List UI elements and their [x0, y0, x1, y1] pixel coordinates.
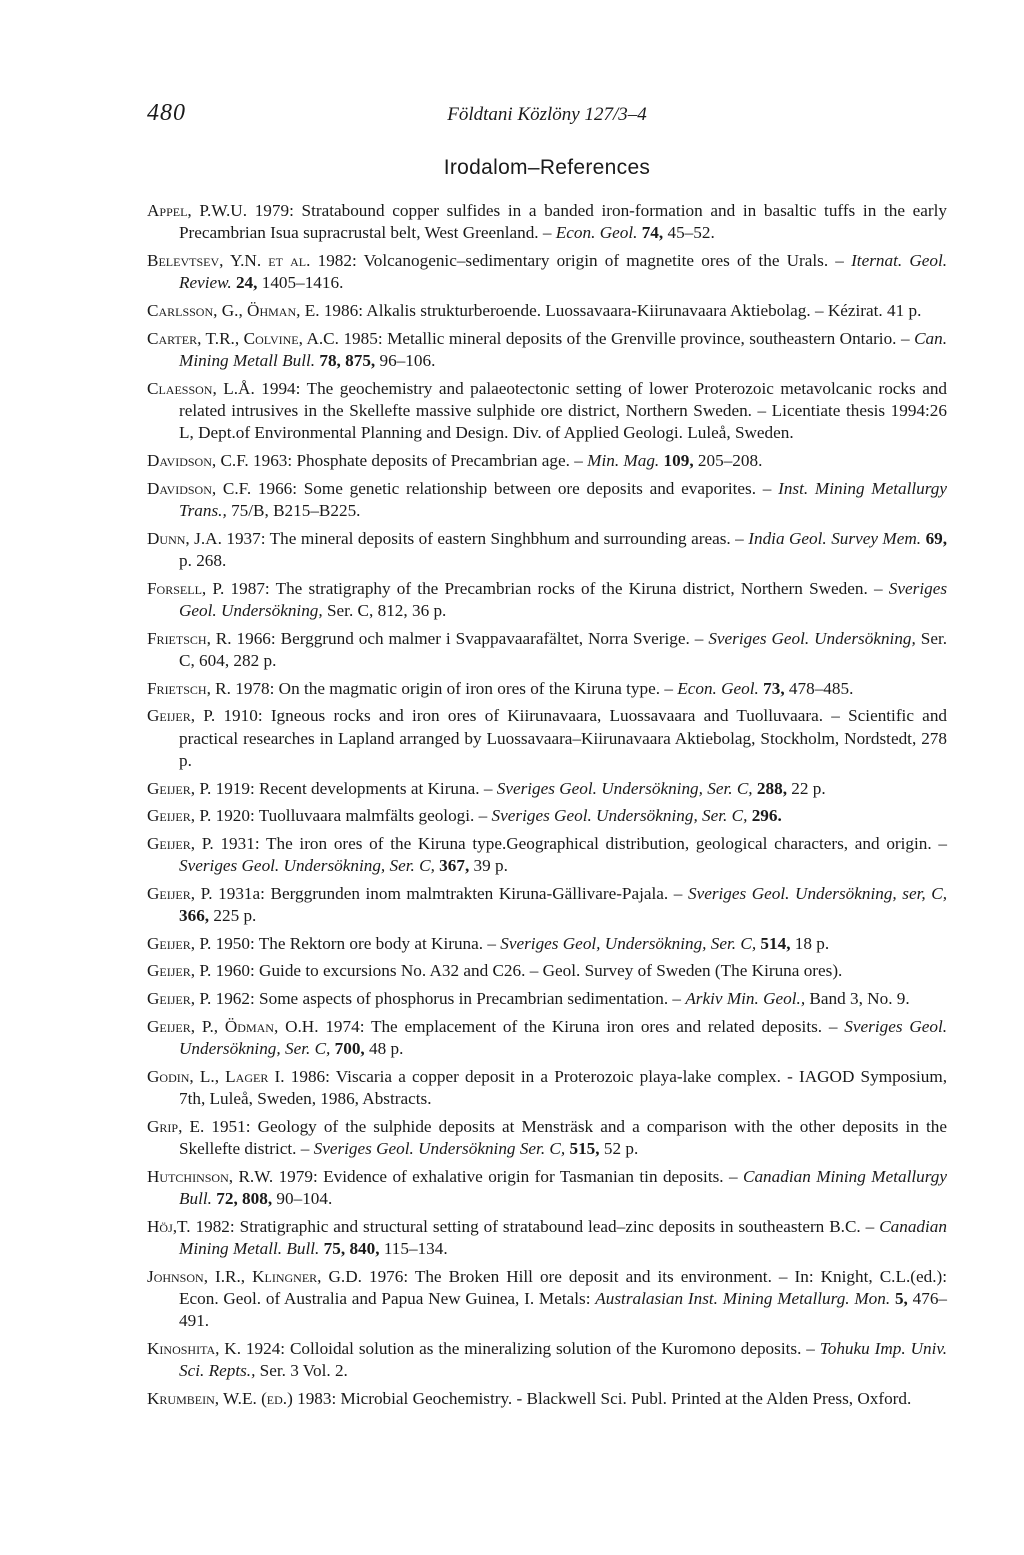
reference-authors: Carlsson, G., Öhman, E.: [147, 301, 320, 320]
reference-authors: Grip, E.: [147, 1116, 205, 1136]
reference-text: : Stratabound copper sulfides in a banded iron-formation and in basaltic tuffs in the early Precambrian Isua supracrustal belt, West Greenland. –: [179, 201, 947, 243]
reference-entry: [147, 988, 947, 1010]
reference-journal: Iternat. Geol. Review.: [179, 251, 948, 293]
reference-entry: [147, 1216, 947, 1261]
reference-journal: Econ. Geol.: [677, 678, 759, 698]
reference-authors: Davidson, C.F.: [147, 451, 249, 470]
reference-authors: Frietsch, R.: [147, 628, 232, 648]
reference-text: : The emplacement of the Kiruna iron ores and related deposits. –: [359, 1016, 838, 1036]
reference-volume: 69,: [925, 528, 948, 548]
reference-journal: India Geol. Survey Mem.: [748, 528, 922, 548]
reference-journal: Canadian Mining Metallurgy Bull.: [179, 1166, 947, 1208]
reference-authors: Geijer, P.: [147, 833, 214, 853]
reference-entry: [147, 478, 947, 523]
reference-text: : Guide to excursions No. A32 and C26. – Geol. Survey of Sweden (The Kiruna ores).: [249, 961, 843, 981]
reference-pages: 96–106.: [379, 351, 436, 370]
reference-year: 1920: [215, 806, 250, 826]
reference-entry: [147, 933, 947, 955]
reference-text: : On the magmatic origin of iron ores of the Kiruna type. –: [269, 678, 673, 698]
reference-year: 1951: [211, 1116, 246, 1136]
page: [147, 100, 947, 1416]
reference-authors: Geijer, P.: [147, 988, 212, 1008]
reference-authors: Geijer, P.: [147, 933, 212, 953]
reference-pages: 45–52.: [667, 223, 715, 243]
reference-pages: 1405–1416.: [261, 273, 344, 293]
reference-pages: Ser. 3 Vol. 2.: [259, 1361, 348, 1381]
reference-volume: 515,: [569, 1138, 600, 1158]
reference-pages: 225 p.: [213, 906, 257, 926]
reference-pages: 90–104.: [276, 1188, 333, 1208]
reference-entry: [147, 1338, 947, 1383]
reference-authors: Forsell, P.: [147, 578, 225, 598]
reference-year: 1994: [261, 378, 296, 398]
reference-journal: Tohuku Imp. Univ. Sci. Repts.,: [179, 1338, 947, 1381]
reference-pages: 52 p.: [603, 1138, 639, 1158]
reference-volume: 73,: [763, 678, 785, 698]
reference-authors: Godin, L., Lager I.: [147, 1066, 285, 1086]
reference-journal: Can. Mining Metall Bull.: [179, 328, 948, 370]
reference-journal: Sveriges Geol, Undersökning, Ser. C,: [500, 933, 757, 953]
reference-text: : Colloidal solution as the mineralizing solution of the Kuromono deposits. –: [280, 1338, 815, 1358]
reference-authors: Geijer, P.: [147, 961, 212, 981]
reference-year: 1924: [245, 1338, 281, 1358]
reference-pages: Ser. C, 604, 282 p.: [179, 628, 948, 670]
reference-pages: 48 p.: [369, 1038, 404, 1058]
reference-year: 1919: [215, 778, 250, 798]
reference-text: : The geochemistry and palaeotectonic setting of lower Proterozoic metavolcanic rocks and related intrusives in the Skellefte massive sulphide ore district, Northern Sweden. – Licentiate thesis 1994:26 L, Dept.of Environmental Planning and Design. Div. of Applied Geologi. Luleå, Sweden.: [179, 378, 948, 443]
reference-journal: Sveriges Geol. Undersökning, ser, C,: [687, 883, 948, 903]
reference-authors: Davidson, C.F.: [147, 478, 252, 498]
reference-year: 1985: [343, 328, 378, 348]
reference-text: : Geology of the sulphide deposits at Mensträsk and a comparison with the other deposits in the Skellefte district. –: [179, 1116, 948, 1158]
reference-authors: Krumbein, W.E. (ed.): [147, 1388, 293, 1408]
reference-volume: 5,: [894, 1288, 908, 1308]
reference-pages: p. 268.: [179, 551, 227, 570]
reference-text: : Some aspects of phosphorus in Precambrian sedimentation. –: [249, 988, 682, 1008]
reference-volume: 74,: [641, 223, 664, 243]
journal-title: Földtani Közlöny 127/3–4: [447, 104, 647, 125]
reference-pages: Ser. C, 812, 36 p.: [326, 601, 447, 620]
reference-pages: 39 p.: [473, 856, 508, 876]
reference-pages: 115–134.: [383, 1238, 448, 1258]
reference-year: 1978: [235, 678, 270, 698]
reference-year: 1966: [236, 628, 271, 648]
reference-text: : Evidence of exhalative origin for Tasmanian tin deposits. –: [312, 1166, 738, 1186]
reference-entry: [147, 778, 947, 800]
reference-volume: 296.: [751, 806, 782, 826]
reference-entry: [147, 833, 947, 878]
reference-text: : Recent developments at Kiruna. –: [249, 778, 493, 798]
reference-authors: Höj,T.: [147, 1216, 191, 1236]
reference-entry: [147, 200, 947, 245]
reference-year: 1931: [220, 833, 255, 853]
reference-entry: [147, 678, 947, 700]
reference-year: 1976: [368, 1266, 404, 1286]
reference-year: 1986: [323, 301, 359, 320]
reference-year: 1966: [257, 478, 293, 498]
reference-text: : The stratigraphy of the Precambrian rocks of the Kiruna district, Northern Sweden. –: [264, 578, 883, 598]
reference-text: : Stratigraphic and structural setting of stratabound lead–zinc deposits in southeastern B.C. –: [229, 1216, 875, 1236]
reference-text: : Igneous rocks and iron ores of Kiirunavaara, Luossavaara and Tuolluvaara. – Scientific and practical researches in Lapland arranged by Luossavaara–Kiirunavaara Aktiebolag, Stockholm, Nordstedt, 278 p.: [179, 706, 948, 770]
reference-text: : Some genetic relationship between ore deposits and evaporites. –: [292, 478, 772, 498]
reference-year: 1987: [230, 578, 265, 598]
reference-authors: Claesson, L.Å.: [147, 378, 255, 398]
reference-journal: Canadian Mining Metall. Bull.: [179, 1216, 947, 1258]
reference-text: : Phosphate deposits of Precambrian age. –: [287, 451, 583, 470]
reference-volume: 367,: [439, 856, 470, 876]
reference-volume: 24,: [235, 273, 258, 293]
reference-journal: Sveriges Geol. Undersökning Ser. C,: [313, 1138, 566, 1158]
reference-year: 1937: [226, 528, 261, 548]
reference-journal: Sveriges Geol. Undersökning,: [179, 578, 948, 620]
reference-entry: [147, 960, 947, 982]
reference-pages: 22 p.: [791, 778, 826, 798]
reference-year: 1979: [278, 1166, 313, 1186]
reference-authors: Belevtsev, Y.N. et al.: [147, 251, 311, 270]
reference-entry: [147, 805, 947, 827]
reference-entry: [147, 1116, 947, 1161]
reference-entry: [147, 883, 947, 928]
reference-pages: 478–485.: [788, 678, 854, 698]
reference-journal: Sveriges Geol. Undersökning,: [708, 628, 916, 648]
reference-year: 1974: [325, 1016, 360, 1036]
reference-text: : Volcanogenic–sedimentary origin of magnetite ores of the Urals. –: [351, 251, 844, 270]
reference-journal: Australasian Inst. Mining Metallurg. Mon.: [595, 1288, 891, 1308]
reference-entry: [147, 1016, 947, 1061]
reference-entry: [147, 628, 947, 673]
reference-pages: 18 p.: [794, 933, 830, 953]
reference-pages: 75/B, B215–B225.: [231, 501, 361, 520]
reference-text: : The iron ores of the Kiruna type.Geographical distribution, geological characters, and origin. –: [254, 833, 947, 853]
reference-authors: Frietsch, R.: [147, 678, 231, 698]
reference-authors: Johnson, I.R., Klingner, G.D.: [147, 1266, 362, 1286]
reference-entry: [147, 300, 947, 322]
reference-pages: 476–491.: [179, 1288, 947, 1331]
reference-journal: Econ. Geol.: [555, 223, 638, 243]
reference-volume: 366,: [179, 906, 210, 926]
reference-journal: Inst. Mining Metallurgy Trans.,: [179, 478, 948, 520]
reference-text: : Berggrund och malmer i Svappavaarafältet, Norra Sverige. –: [270, 628, 704, 648]
reference-authors: Hutchinson, R.W.: [147, 1166, 274, 1186]
reference-entry: [147, 528, 947, 573]
reference-entry: [147, 1066, 947, 1111]
reference-journal: Sveriges Geol. Undersökning, Ser. C,: [496, 778, 753, 798]
reference-journal: Sveriges Geol. Undersökning, Ser. C,: [179, 1016, 948, 1058]
reference-text: : The Rektorn ore body at Kiruna. –: [249, 933, 496, 953]
reference-list: [147, 200, 947, 1410]
page-number: 480: [147, 100, 186, 126]
reference-year: 1962: [215, 988, 250, 1008]
reference-volume: 514,: [760, 933, 791, 953]
reference-entry: [147, 1266, 947, 1333]
reference-authors: Appel, P.W.U.: [147, 201, 247, 220]
reference-journal: Sveriges Geol. Undersökning, Ser. C,: [491, 806, 748, 826]
reference-year: 1960: [215, 961, 250, 981]
reference-authors: Geijer, P.: [147, 778, 212, 798]
reference-entry: [147, 1388, 947, 1410]
reference-year: 1963: [253, 451, 288, 470]
reference-journal: Min. Mag.: [587, 451, 660, 470]
reference-year: 1986: [290, 1066, 326, 1086]
reference-text: : Metallic mineral deposits of the Grenville province, southeastern Ontario. –: [377, 328, 910, 348]
reference-authors: Dunn, J.A.: [147, 528, 222, 548]
reference-year: 1982: [195, 1216, 230, 1236]
reference-authors: Kinoshita, K.: [147, 1338, 242, 1358]
reference-year: 1979: [254, 201, 290, 220]
reference-text: : The Broken Hill ore deposit and its environment. – In: Knight, C.L.(ed.): Econ. Geol. of Australia and Papua New Guinea, I. Metals:: [179, 1266, 947, 1308]
reference-text: : Microbial Geochemistry. - Blackwell Sci. Publ. Printed at the Alden Press, Oxford.: [331, 1388, 912, 1408]
reference-entry: [147, 250, 947, 295]
reference-volume: 288,: [756, 778, 787, 798]
reference-pages: Band 3, No. 9.: [809, 988, 910, 1008]
reference-year: 1910: [223, 706, 258, 726]
reference-entry: [147, 1166, 947, 1211]
section-title: Irodalom–References: [443, 156, 651, 179]
reference-year: 1950: [215, 933, 250, 953]
reference-text: : Tuolluvaara malmfälts geologi. –: [249, 806, 488, 826]
reference-journal: Arkiv Min. Geol.,: [685, 988, 806, 1008]
reference-text: : The mineral deposits of eastern Singhbhum and surrounding areas. –: [260, 528, 744, 548]
reference-authors: Carter, T.R., Colvine, A.C.: [147, 328, 339, 348]
reference-volume: 78, 875,: [319, 351, 376, 370]
reference-entry: [147, 705, 947, 772]
reference-authors: Geijer, P.: [147, 883, 213, 903]
reference-volume: 109,: [663, 451, 694, 470]
reference-volume: 700,: [334, 1038, 365, 1058]
reference-year: 1931a: [218, 883, 261, 903]
reference-entry: [147, 328, 947, 373]
reference-authors: Geijer, P.: [147, 706, 216, 726]
reference-authors: Geijer, P., Ödman, O.H.: [147, 1016, 319, 1036]
reference-volume: 72, 808,: [216, 1188, 273, 1208]
reference-authors: Geijer, P.: [147, 806, 212, 826]
reference-volume: 75, 840,: [323, 1238, 380, 1258]
reference-text: : Berggrunden inom malmtrakten Kiruna-Gällivare-Pajala. –: [260, 883, 683, 903]
reference-year: 1983: [297, 1388, 332, 1408]
reference-text: : Alkalis strukturberoende. Luossavaara-Kiirunavaara Aktiebolag. – Kézirat. 41 p.: [358, 301, 922, 320]
reference-journal: Sveriges Geol. Undersökning, Ser. C,: [179, 856, 435, 876]
reference-text: : Viscaria a copper deposit in a Proterozoic playa-lake complex. - IAGOD Symposium, 7th, Luleå, Sweden, 1986, Abstracts.: [179, 1066, 947, 1108]
reference-entry: [147, 578, 947, 623]
reference-pages: 205–208.: [697, 451, 763, 470]
reference-entry: [147, 378, 947, 445]
reference-year: 1982: [317, 251, 352, 270]
reference-entry: [147, 450, 947, 472]
running-head: [147, 100, 947, 140]
